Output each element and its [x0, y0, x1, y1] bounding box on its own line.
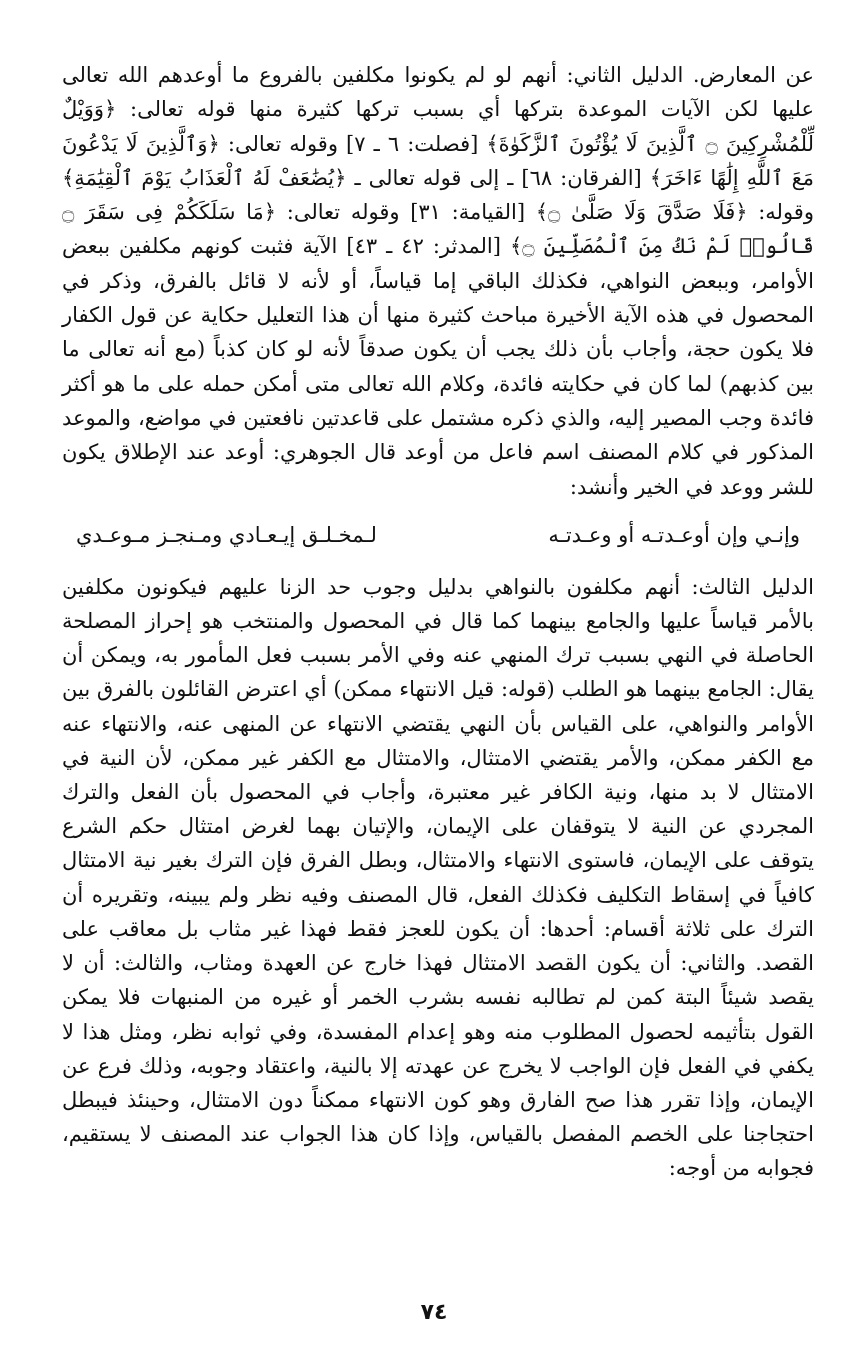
poetry-verse: [76, 518, 800, 552]
page-number: ٧٤: [420, 1300, 448, 1325]
paragraph-second: الدليل الثالث: أنهم مكلفون بالنواهي بدليل وجوب حد الزنا عليهم فيكونون مكلفين بالأمر قياساً عليها والجامع بينهما كما قال في المحصول والمنتخب هو إحراز المصلحة الحاصلة في النهي بسبب ترك المنهي عنه وفي الأمر بسبب فعل المأمور به، ويمكن أن يقال: الجامع بينهما هو الطلب (قوله: قيل الانتهاء ممكن) أي اعترض القائلون بالفرق بين الأوامر والنواهي، على القياس بأن النهي يقتضي الانتهاء عن المنهى عنه، والانتهاء عنه مع الكفر ممكن، والأمر يقتضي الامتثال، والامتثال مع الكفر غير ممكن، لأن النية في الامتثال لا بد منها، ونية الكافر غير معتبرة، وأجاب في المحصول بأن الفعل والترك المجردي عن النية لا يتوقفان على الإيمان، والإتيان بهما لغرض امتثال حكم الشرع يتوقف على الإيمان، فاستوى الانتهاء والامتثال، وبطل الفرق فإن الترك بغير نية الامتثال كافياً في إسقاط التكليف فكذلك الفعل، قال المصنف وفيه نظر ولم يبينه، وتقريره أن الترك على ثلاثة أقسام: أحدها: أن يكون للعجز فقط فهذا غير مثاب بل معاقب على القصد. والثاني: أن يكون القصد الامتثال فهذا خارج عن العهدة ومثاب، والثالث: أن لا يقصد شيئاً البتة كمن لم تطالبه نفسه بشرب الخمر أو غيره من المنبهات فلا يمكن القول بتأثيمه لحصول المطلوب منه وهو إعدام المفسدة، وفي ثوابه نظر، ومثل هذا لا يكفي في الفعل فإن الواجب لا يخرج عن عهدته إلا بالنية، واعتقاد وجوبه، وذلك فرع عن الإيمان، وإذا تقرر هذا صح الفارق وهو كون الانتهاء ممكناً دون الامتثال، وحينئذ فيبطل احتجاجنا على الخصم المفصل بالقياس، وإذا كان هذا الجواب عند المصنف لا يستقيم، فجوابه من أوجه:: [62, 574, 814, 1181]
paragraph-first: عن المعارض. الدليل الثاني: أنهم لو لم يكونوا مكلفين بالفروع ما أوعدهم الله تعالى عليها لكن الآيات الموعدة بتركها أي بسبب تركها كثيرة منها قوله تعالى: ﴿وَوَيْلٌ لِّلْمُشْرِكِينَ ۝ ٱلَّذِينَ لَا يُؤْتُونَ ٱلزَّكَوٰةَ﴾ [فصلت: ٦ ـ ٧] وقوله تعالى: ﴿وَٱلَّذِينَ لَا يَدْعُونَ مَعَ ٱللَّهِ إِلَٰهًا ءَاخَرَ﴾ [الفرقان: ٦٨] ـ إلى قوله تعالى ـ ﴿يُضَٰعَفْ لَهُ ٱلْعَذَابُ يَوْمَ ٱلْقِيَٰمَةِ﴾ وقوله: ﴿فَلَا صَدَّقَ وَلَا صَلَّىٰ ۝﴾ [القيامة: ٣١] وقوله تعالى: ﴿مَا سَلَكَكُمْ فِى سَقَرَ ۝ قَالُوا۟ لَمْ نَكُ مِنَ ٱلْمُصَلِّينَ ۝﴾ [المدثر: ٤٢ ـ ٤٣] الآية فثبت كونهم مكلفين ببعض الأوامر، وببعض النواهي، فكذلك الباقي إما قياساً، أو لأنه لا قائل بالفرق، وذكر في المحصول في هذه الآية الأخيرة مباحث كثيرة منها أن هذا التعليل حكاية عن قول الكفار فلا يكون حجة، وأجاب بأن ذلك يجب أن يكون صدقاً لأنه لو كان كذباً (مع أنه تعالى ما بين كذبهم) لما كان في حكايته فائدة، وكلام الله تعالى متى أمكن حمله على ما هو أكثر فائدة وجب المصير إليه، والذي ذكره مشتمل على قاعدتين نافعتين في مواضع، والموعد المذكور في كلام المصنف اسم فاعل من أوعد قال الجوهري: أوعد عند الإطلاق يكون للشر ووعد في الخير وأنشد:: [62, 63, 814, 499]
verse-second-hemistich: لـمخـلـق إيـعـادي ومـنجـز مـوعـدي: [76, 522, 377, 547]
verse-first-hemistich: وإنـي وإن أوعـدتـه أو وعـدتـه: [548, 522, 800, 547]
document-page: [62, 58, 814, 1186]
